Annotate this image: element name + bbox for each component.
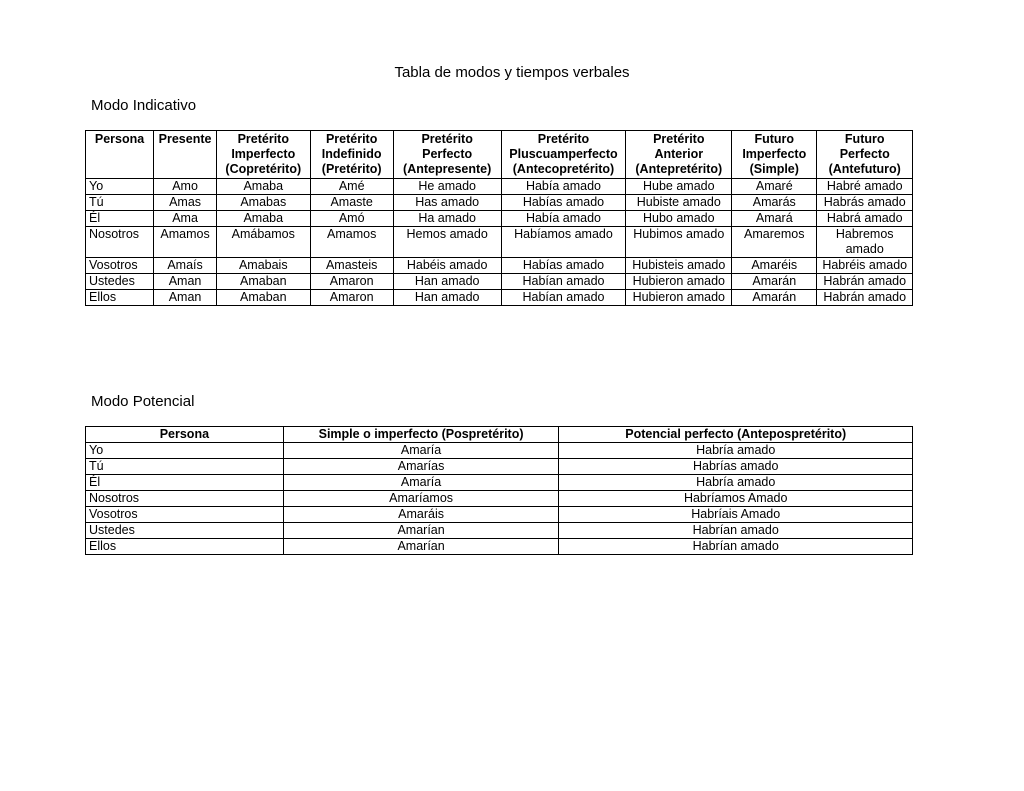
table-cell: Habían amado — [501, 290, 626, 306]
table-cell: Aman — [154, 274, 217, 290]
table-cell: Amaré — [732, 179, 817, 195]
table-cell: Amaba — [217, 179, 310, 195]
persona-cell: Tú — [86, 195, 154, 211]
table-cell: Amaríamos — [283, 491, 559, 507]
persona-cell: Yo — [86, 443, 284, 459]
section-heading-potencial: Modo Potencial — [91, 393, 195, 410]
table-cell: Hube amado — [626, 179, 732, 195]
table-cell: Habían amado — [501, 274, 626, 290]
table-cell: Amaís — [154, 258, 217, 274]
table-cell: Aman — [154, 290, 217, 306]
table-cell: Habías amado — [501, 258, 626, 274]
table-cell: Amaremos — [732, 227, 817, 258]
table-cell: Había amado — [501, 179, 626, 195]
table-cell: Amaría — [283, 475, 559, 491]
persona-cell: Ellos — [86, 290, 154, 306]
column-header: Pretérito Imperfecto (Copretérito) — [217, 131, 310, 179]
table-cell: Amó — [310, 211, 393, 227]
table-cell: Amarían — [283, 539, 559, 555]
table-cell: Habíamos amado — [501, 227, 626, 258]
table-cell: Habré amado — [817, 179, 913, 195]
table-cell: Amaba — [217, 211, 310, 227]
table-cell: Habrían amado — [559, 539, 913, 555]
column-header: Pretérito Anterior (Antepretérito) — [626, 131, 732, 179]
persona-cell: Tú — [86, 459, 284, 475]
table-cell: Amo — [154, 179, 217, 195]
table-row — [86, 539, 913, 555]
table-row — [86, 179, 913, 195]
table-row — [86, 475, 913, 491]
column-header: Presente — [154, 131, 217, 179]
table-cell: Amaron — [310, 290, 393, 306]
table-cell: Amaráis — [283, 507, 559, 523]
table-cell: Habréis amado — [817, 258, 913, 274]
table-cell: Hubieron amado — [626, 290, 732, 306]
table-cell: Amaban — [217, 290, 310, 306]
table-cell: Habría amado — [559, 443, 913, 459]
table-row — [86, 211, 913, 227]
persona-cell: Él — [86, 211, 154, 227]
table-row — [86, 523, 913, 539]
column-header: Potencial perfecto (Antepospretérito) — [559, 427, 913, 443]
potencial-header-row — [86, 427, 913, 443]
table-cell: Hubiste amado — [626, 195, 732, 211]
table-cell: He amado — [393, 179, 501, 195]
persona-cell: Ustedes — [86, 523, 284, 539]
table-cell: Habríamos Amado — [559, 491, 913, 507]
table-cell: Hubimos amado — [626, 227, 732, 258]
table-cell: Amasteis — [310, 258, 393, 274]
table-cell: Habría amado — [559, 475, 913, 491]
table-cell: Ama — [154, 211, 217, 227]
persona-cell: Ustedes — [86, 274, 154, 290]
table-cell: Amará — [732, 211, 817, 227]
section-heading-indicativo: Modo Indicativo — [91, 97, 197, 114]
table-cell: Amábamos — [217, 227, 310, 258]
table-cell: Hubisteis amado — [626, 258, 732, 274]
table-cell: Hemos amado — [393, 227, 501, 258]
table-row — [86, 195, 913, 211]
table-cell: Amaría — [283, 443, 559, 459]
persona-cell: Nosotros — [86, 227, 154, 258]
indicativo-header-row — [86, 131, 913, 179]
table-cell: Amamos — [154, 227, 217, 258]
table-cell: Han amado — [393, 274, 501, 290]
table-cell: Habremos amado — [817, 227, 913, 258]
table-cell: Amé — [310, 179, 393, 195]
table-cell: Ha amado — [393, 211, 501, 227]
column-header: Pretérito Perfecto (Antepresente) — [393, 131, 501, 179]
persona-cell: Vosotros — [86, 258, 154, 274]
table-row — [86, 258, 913, 274]
table-cell: Han amado — [393, 290, 501, 306]
table-cell: Amas — [154, 195, 217, 211]
table-row — [86, 290, 913, 306]
table-cell: Habrían amado — [559, 523, 913, 539]
indicativo-table — [85, 130, 913, 306]
column-header: Simple o imperfecto (Pospretérito) — [283, 427, 559, 443]
column-header: Pretérito Indefinido (Pretérito) — [310, 131, 393, 179]
table-row — [86, 507, 913, 523]
table-cell: Habías amado — [501, 195, 626, 211]
table-row — [86, 443, 913, 459]
persona-cell: Ellos — [86, 539, 284, 555]
column-header: Futuro Imperfecto (Simple) — [732, 131, 817, 179]
column-header: Persona — [86, 131, 154, 179]
table-cell: Amabais — [217, 258, 310, 274]
table-cell: Hubieron amado — [626, 274, 732, 290]
table-row — [86, 491, 913, 507]
table-cell: Amaréis — [732, 258, 817, 274]
table-cell: Hubo amado — [626, 211, 732, 227]
table-cell: Amabas — [217, 195, 310, 211]
table-cell: Habrán amado — [817, 274, 913, 290]
table-cell: Habrán amado — [817, 290, 913, 306]
persona-cell: Nosotros — [86, 491, 284, 507]
table-cell: Habrás amado — [817, 195, 913, 211]
column-header: Futuro Perfecto (Antefuturo) — [817, 131, 913, 179]
table-cell: Amarían — [283, 523, 559, 539]
table-cell: Amaban — [217, 274, 310, 290]
page-title: Tabla de modos y tiempos verbales — [394, 64, 630, 81]
column-header: Persona — [86, 427, 284, 443]
table-cell: Habéis amado — [393, 258, 501, 274]
table-cell: Amaron — [310, 274, 393, 290]
table-row — [86, 227, 913, 258]
table-cell: Has amado — [393, 195, 501, 211]
table-cell: Habríais Amado — [559, 507, 913, 523]
table-cell: Amamos — [310, 227, 393, 258]
table-row — [86, 459, 913, 475]
table-cell: Amarías — [283, 459, 559, 475]
table-row — [86, 274, 913, 290]
table-cell: Habrías amado — [559, 459, 913, 475]
persona-cell: Yo — [86, 179, 154, 195]
table-cell: Amaste — [310, 195, 393, 211]
table-cell: Amarán — [732, 290, 817, 306]
column-header: Pretérito Pluscuamperfecto (Antecopretérito) — [501, 131, 626, 179]
table-cell: Había amado — [501, 211, 626, 227]
potencial-table — [85, 426, 913, 555]
table-cell: Amarás — [732, 195, 817, 211]
persona-cell: Vosotros — [86, 507, 284, 523]
table-cell: Amarán — [732, 274, 817, 290]
table-cell: Habrá amado — [817, 211, 913, 227]
persona-cell: Él — [86, 475, 284, 491]
